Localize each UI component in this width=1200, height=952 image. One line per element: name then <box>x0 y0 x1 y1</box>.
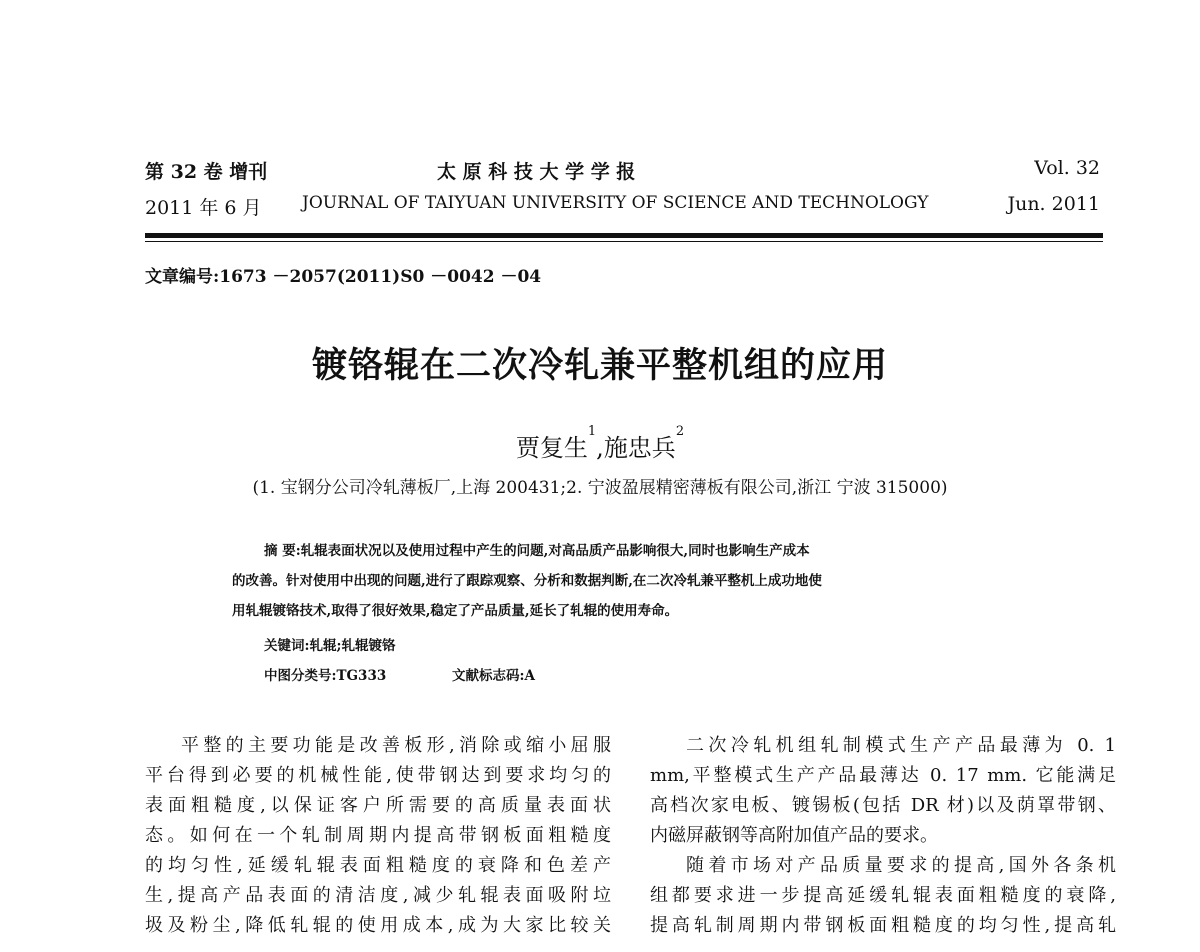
author-2: 施忠兵 <box>603 434 676 462</box>
volume-en: Vol. 32 <box>1034 157 1100 179</box>
body-line: 高档次家电板、镀锡板(包括 DR 材)以及荫罩带钢、 <box>650 795 1116 816</box>
journal-title-cn: 太 原 科 技 大 学 学 报 <box>437 161 636 183</box>
keywords: 关键词:轧辊;轧辊镀铬 <box>264 638 396 654</box>
body-line: 内磁屏蔽钢等高附加值产品的要求。 <box>650 825 938 846</box>
authors <box>0 424 1200 463</box>
author-1-affiliation-mark: 1 <box>587 424 597 439</box>
author-2-affiliation-mark: 2 <box>675 424 685 439</box>
volume-issue: 第 32 卷 增刊 <box>145 161 268 183</box>
abstract-line-1: 摘 要:轧辊表面状况以及使用过程中产生的问题,对高品质产品影响很大,同时也影响生产成本 <box>264 543 810 559</box>
body-line: 二次冷轧机组轧制模式生产产品最薄为 0. 1 <box>686 735 1116 756</box>
body-line: 生,提高产品表面的清洁度,减少轧辊表面吸附垃 <box>145 885 611 906</box>
body-line: 随着市场对产品质量要求的提高,国外各条机 <box>686 855 1116 876</box>
journal-title-en: JOURNAL OF TAIYUAN UNIVERSITY OF SCIENCE AND TECHNOLOGY <box>302 193 929 213</box>
abstract-line-2: 的改善。针对使用中出现的问题,进行了跟踪观察、分析和数据判断,在二次冷轧兼平整机上成功地使 <box>232 573 822 589</box>
body-line: 的均匀性,延缓轧辊表面粗糙度的衰降和色差产 <box>145 855 611 876</box>
body-line: 组都要求进一步提高延缓轧辊表面粗糙度的衰降, <box>650 885 1116 906</box>
body-line: 平整的主要功能是改善板形,消除或缩小屈服 <box>181 735 611 756</box>
paper-title: 镀铬辊在二次冷轧兼平整机组的应用 <box>311 346 888 386</box>
header-rule-thin <box>145 241 1103 242</box>
date-en: Jun. 2011 <box>1007 193 1100 215</box>
abstract-line-3: 用轧辊镀铬技术,取得了很好效果,稳定了产品质量,延长了轧辊的使用寿命。 <box>232 603 679 619</box>
body-line: 平台得到必要的机械性能,使带钢达到要求均匀的 <box>145 765 611 786</box>
body-left-column <box>145 731 611 941</box>
body-line: 表面粗糙度,以保证客户所需要的高质量表面状 <box>145 795 611 816</box>
date-cn: 2011 年 6 月 <box>145 197 262 219</box>
author-1: 贾复生 <box>515 434 588 462</box>
body-line: 圾及粉尘,降低轧辊的使用成本,成为大家比较关 <box>145 915 611 936</box>
header-rule-thick <box>145 233 1103 238</box>
article-number: 文章编号:1673 －2057(2011)S0 －0042 －04 <box>145 267 542 287</box>
body-line: mm,平整模式生产产品最薄达 0. 17 mm. 它能满足 <box>650 765 1116 786</box>
document-code: 文献标志码:A <box>452 668 535 684</box>
body-right-column <box>650 731 1116 941</box>
author-separator: , <box>596 434 604 462</box>
body-line: 提高轧制周期内带钢板面粗糙度的均匀性,提高轧 <box>650 915 1116 936</box>
body-line: 态。如何在一个轧制周期内提高带钢板面粗糙度 <box>145 825 611 846</box>
affiliation: (1. 宝钢分公司冷轧薄板厂,上海 200431;2. 宁波盈展精密薄板有限公司,浙江 宁波 315000) <box>252 478 948 498</box>
classification-number: 中图分类号:TG333 <box>264 668 387 684</box>
